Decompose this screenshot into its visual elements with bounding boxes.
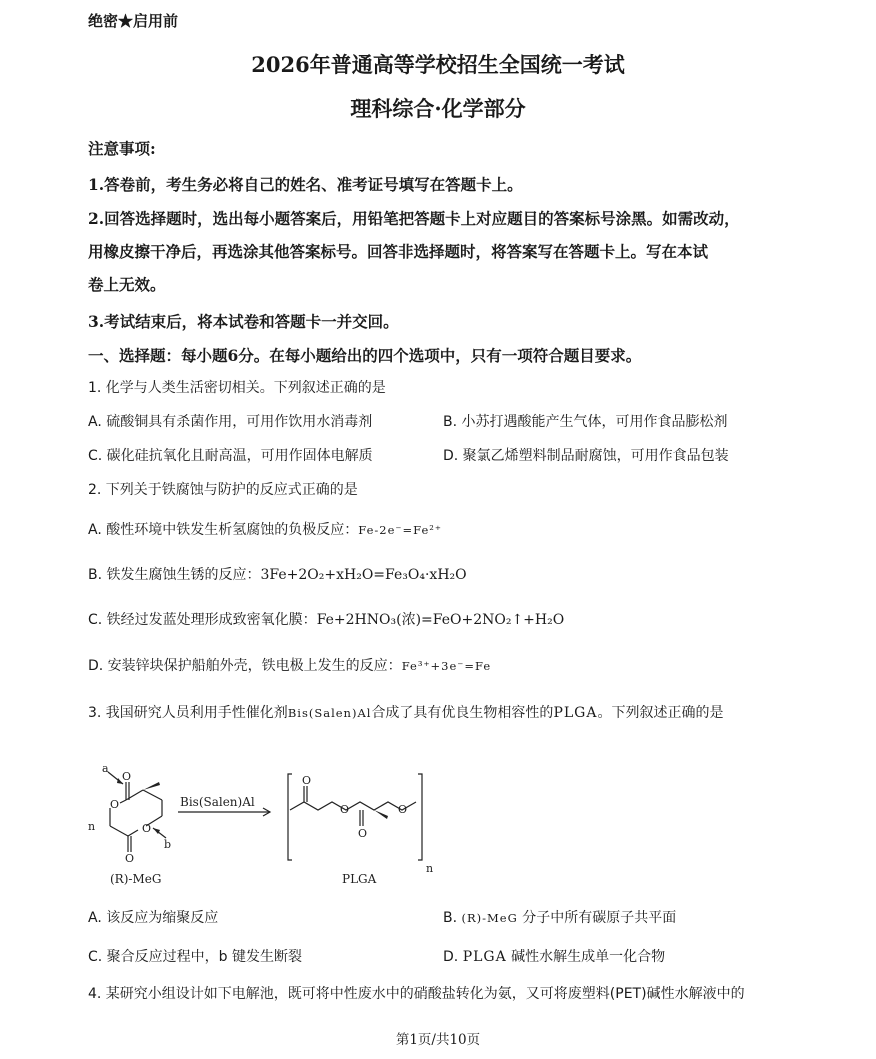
q2-option-c-text: C. 铁经过发蓝处理形成致密氧化膜： (88, 612, 317, 628)
catalyst-label: Bis(Salen)Al (180, 795, 255, 809)
section-heading: 一、选择题：每小题6分。在每小题给出的四个选项中，只有一项符合题目要求。 (88, 346, 642, 365)
q3-stem-plga: PLGA (553, 705, 598, 721)
q3-option-d-formula: PLGA (462, 949, 507, 965)
q3-stem-part-2: 合成了具有优良生物相容性的 (371, 705, 554, 721)
atom-o: O (142, 822, 152, 835)
atom-o: O (125, 852, 135, 865)
note-2-line-2: 用橡皮擦干净后，再选涂其他答案标号。回答非选择题时，将答案写在答题卡上。写在本试 (88, 242, 709, 261)
q2-option-c-formula: Fe+2HNO₃(浓)=FeO+2NO₂↑+H₂O (316, 612, 565, 628)
q2-option-a-text: A. 酸性环境中铁发生析氢腐蚀的负极反应： (88, 522, 359, 538)
q1-option-b: B. 小苏打遇酸能产生气体，可用作食品膨松剂 (443, 414, 728, 430)
q3-option-b (443, 910, 676, 927)
q3-option-b-text: B. (443, 910, 462, 926)
q3-option-b-rest: 分子中所有碳原子共平面 (517, 910, 677, 926)
q2-option-d (88, 658, 491, 675)
q3-option-d-rest: 碱性水解生成单一化合物 (506, 949, 666, 965)
q3-option-d (443, 949, 665, 966)
note-2-line-3: 卷上无效。 (88, 275, 166, 294)
q3-stem-catalyst: Bis(Salen)Al (287, 706, 372, 720)
q3-option-c: C. 聚合反应过程中，b 键发生断裂 (88, 949, 303, 965)
ring-bond (143, 790, 162, 800)
q1-option-d: D. 聚氯乙烯塑料制品耐腐蚀，可用作食品包装 (443, 448, 729, 464)
q3-stem-part-3: 。下列叙述正确的是 (597, 705, 724, 721)
q3-option-a: A. 该反应为缩聚反应 (88, 910, 219, 926)
exam-subtitle: 理科综合·化学部分 (350, 96, 526, 121)
bracket-left (288, 774, 292, 860)
q3-stem-part-1: 3. 我国研究人员利用手性催化剂 (88, 705, 288, 721)
notes-heading: 注意事项: (88, 139, 156, 158)
note-2-line-1: 2.回答选择题时，选出每小题答案后，用铅笔把答题卡上对应题目的答案标号涂黑。如需改动， (88, 209, 740, 228)
atom-o: O (340, 803, 350, 816)
q2-option-b (88, 567, 467, 584)
wedge-bond (143, 782, 160, 790)
product-label: PLGA (342, 872, 377, 886)
atom-o: O (122, 770, 132, 783)
atom-o: O (398, 803, 408, 816)
q2-option-c (88, 612, 564, 629)
q4-stem: 4. 某研究小组设计如下电解池，既可将中性废水中的硝酸盐转化为氨，又可将废塑料(PET)碱性水解液中的 (88, 986, 745, 1002)
note-3: 3.考试结束后，将本试卷和答题卡一并交回。 (88, 312, 399, 331)
bracket-right (418, 774, 422, 860)
q2-option-d-text: D. 安装锌块保护船舶外壳，铁电极上发生的反应： (88, 658, 402, 674)
ring-bond (110, 826, 128, 836)
q2-option-b-formula: 3Fe+2O₂+xH₂O=Fe₃O₄·xH₂O (260, 567, 467, 583)
q2-option-a (88, 522, 442, 539)
label-n-right: n (426, 862, 434, 875)
note-1: 1.答卷前，考生务必将自己的姓名、准考证号填写在答题卡上。 (88, 175, 523, 194)
q2-stem: 2. 下列关于铁腐蚀与防护的反应式正确的是 (88, 482, 358, 498)
reactant-label: (R)-MeG (110, 872, 162, 886)
q3-option-d-text: D. (443, 949, 463, 965)
label-a: a (102, 762, 109, 775)
q2-option-a-formula: Fe-2e⁻=Fe²⁺ (358, 523, 442, 537)
exam-title: 2026年普通高等学校招生全国统一考试 (251, 52, 625, 77)
page-number: 第1页/共10页 (395, 1032, 481, 1048)
q3-stem (88, 705, 723, 722)
q1-option-a: A. 硫酸铜具有杀菌作用，可用作饮用水消毒剂 (88, 414, 373, 430)
label-n-left: n (88, 820, 96, 833)
q1-option-c: C. 碳化硅抗氧化且耐高温，可用作固体电解质 (88, 448, 373, 464)
label-b: b (164, 838, 172, 851)
q3-option-b-formula: (R)-MeG (461, 911, 518, 925)
q2-option-d-formula: Fe³⁺+3e⁻=Fe (401, 659, 492, 673)
polymer-wedge-bond (374, 810, 388, 819)
q1-stem: 1. 化学与人类生活密切相关。下列叙述正确的是 (88, 380, 386, 396)
atom-o: O (110, 798, 120, 811)
reaction-scheme (80, 750, 460, 890)
atom-o: O (358, 827, 368, 840)
atom-o: O (302, 774, 312, 787)
confidential-mark: 绝密★启用前 (88, 12, 179, 30)
q2-option-b-text: B. 铁发生腐蚀生锈的反应： (88, 567, 261, 583)
ring-bond (120, 800, 126, 803)
ring-bond (128, 830, 138, 836)
